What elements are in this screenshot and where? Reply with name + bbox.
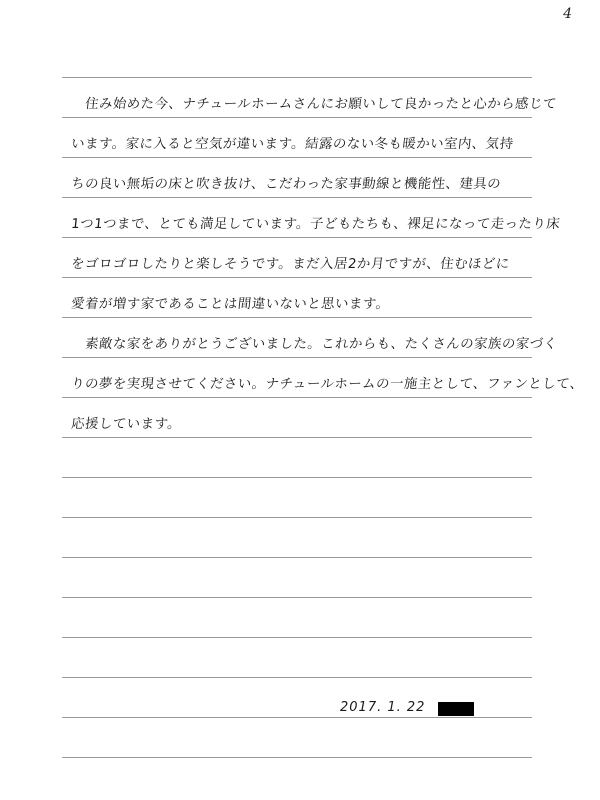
- ruled-line: [62, 677, 532, 678]
- letter-line: をゴロゴロしたりと楽しそうです。まだ入居2か月ですが、住むほどに: [70, 257, 511, 272]
- ruled-line: [62, 77, 532, 78]
- ruled-line: [62, 757, 532, 758]
- ruled-line: [62, 357, 532, 358]
- letter-line: りの夢を実現させてください。ナチュールホームの一施主として、ファンとして、: [70, 377, 585, 392]
- letter-line: 1つ1つまで、とても満足しています。子どもたちも、裸足になって走ったり床: [70, 217, 561, 232]
- letter-line: 住み始めた今、ナチュールホームさんにお願いして良かったと心から感じて: [84, 97, 558, 112]
- ruled-line: [62, 277, 532, 278]
- letter-line: 素敵な家をありがとうございました。これからも、たくさんの家族の家づく: [84, 337, 559, 352]
- ruled-line: [62, 557, 532, 558]
- ruled-line: [62, 437, 532, 438]
- ruled-line: [62, 117, 532, 118]
- ruled-line: [62, 197, 532, 198]
- ruled-line: [62, 517, 532, 518]
- letter-line: ちの良い無垢の床と吹き抜け、こだわった家事動線と機能性、建具の: [70, 177, 502, 192]
- redacted-name-block: [438, 702, 474, 716]
- letter-date: 2017. 1. 22: [340, 700, 426, 715]
- ruled-line: [62, 397, 532, 398]
- ruled-line: [62, 157, 532, 158]
- page-number: 4: [563, 6, 572, 22]
- ruled-line: [62, 637, 532, 638]
- ruled-line: [62, 237, 532, 238]
- ruled-line: [62, 317, 532, 318]
- ruled-line: [62, 477, 532, 478]
- ruled-line: [62, 717, 532, 718]
- letter-line: 応援しています。: [70, 417, 182, 432]
- ruled-line: [62, 597, 532, 598]
- letter-line: います。家に入ると空気が違います。結露のない冬も暖かい室内、気持: [70, 137, 515, 152]
- letter-line: 愛着が増す家であることは間違いないと思います。: [70, 297, 391, 312]
